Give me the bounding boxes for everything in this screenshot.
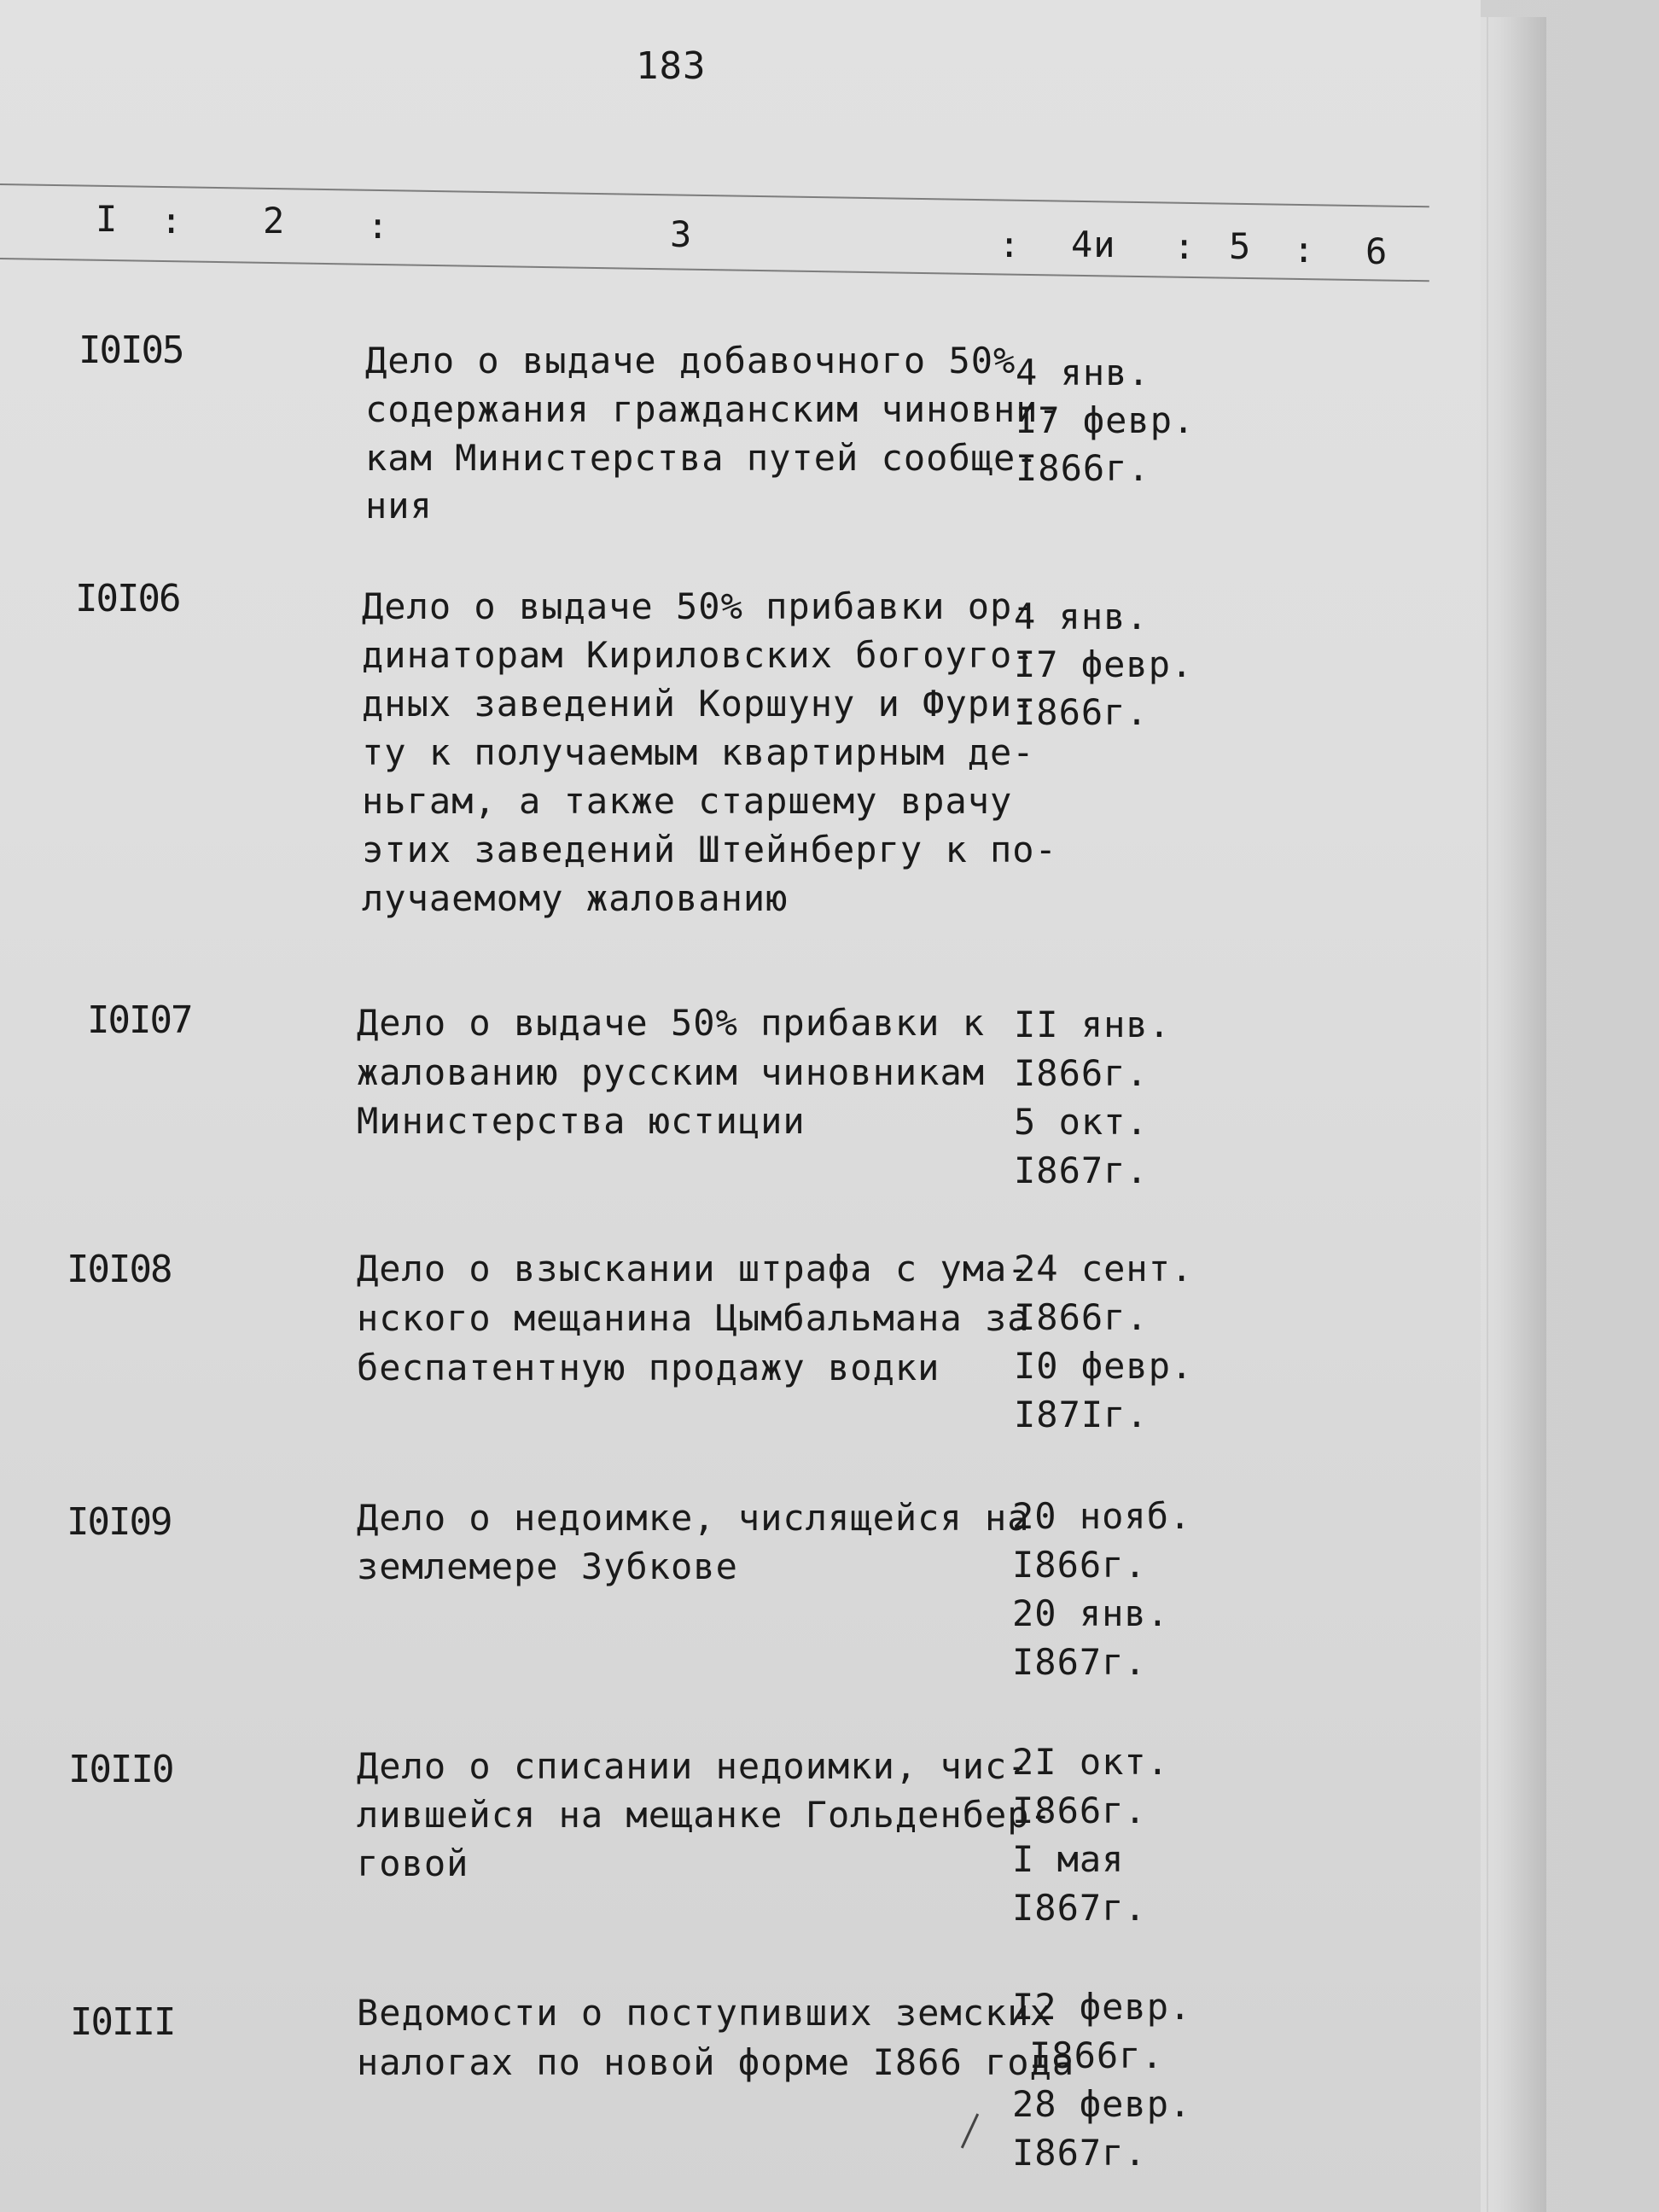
entry-description-line: лучаемому жалованию (362, 877, 789, 919)
column-separator: : (160, 200, 183, 242)
entry-description-line: Дело о списании недоимки, чис- (357, 1745, 1030, 1787)
entry-date-line: I867г. (1014, 1150, 1149, 1191)
entry-number: I0III (70, 2000, 175, 2044)
entry-description-line: землемере Зубкове (357, 1545, 738, 1587)
entry-description-line: беспатентную продажу водки (357, 1347, 940, 1388)
entry-date-line: I866г. (1029, 2034, 1164, 2076)
entry-date-line: I866г. (1012, 1790, 1147, 1831)
entry-description-line: дных заведений Коршуну и Фури- (362, 683, 1035, 725)
entry-description-line: жалованию русским чиновникам (357, 1051, 986, 1093)
entry-number: I0I08 (67, 1248, 172, 1291)
entry-date-line: I866г. (1016, 447, 1150, 489)
entry-date-line: I мая (1012, 1838, 1125, 1880)
entry-description-line: динаторам Кириловских богоуго- (362, 634, 1035, 676)
entry-date-line: 5 окт. (1014, 1101, 1149, 1143)
entry-date-line: I867г. (1012, 2132, 1147, 2174)
entry-date-line: 4 янв. (1016, 352, 1150, 393)
entry-description-line: кам Министерства путей сообще- (365, 437, 1039, 479)
pen-mark (961, 2113, 979, 2148)
column-2-label: 2 (263, 200, 286, 242)
entry-date-line: I867г. (1012, 1641, 1147, 1683)
column-1-label: I (96, 198, 119, 240)
entry-description-line: Ведомости о поступивших земских (357, 1992, 1052, 2034)
entry-date-line: 20 янв. (1012, 1592, 1170, 1634)
page-number: 183 (636, 44, 707, 88)
entry-date-line: I0 февр. (1014, 1345, 1194, 1387)
entry-number: I0II0 (68, 1748, 173, 1791)
column-separator: : (367, 205, 390, 247)
entry-date-line: I866г. (1014, 1052, 1149, 1094)
entry-description-line: Дело о недоимке, числящейся на (357, 1497, 1030, 1539)
entry-date-line: 28 февр. (1012, 2083, 1192, 2125)
entry-date-line: I866г. (1014, 691, 1149, 733)
entry-description-line: налогах по новой форме I866 года (357, 2041, 1075, 2083)
entry-description-line: Дело о выдаче 50% прибавки ор- (362, 585, 1035, 627)
entry-date-line: 2I окт. (1012, 1741, 1170, 1783)
entry-description-line: Дело о взыскании штрафа с ума- (357, 1248, 1030, 1289)
column-separator: : (998, 224, 1022, 265)
entry-date-line: I867г. (1012, 1887, 1147, 1929)
entry-date-line: 4 янв. (1014, 596, 1149, 637)
entry-description-line: нского мещанина Цымбальмана за (357, 1297, 1030, 1339)
entry-description-line: ньгам, а также старшему врачу (362, 780, 1013, 822)
column-6-label: 6 (1365, 230, 1388, 272)
entry-description-line: говой (357, 1842, 469, 1884)
entry-description-line: лившейся на мещанке Гольденбер- (357, 1794, 1052, 1836)
entry-date-line: I866г. (1012, 1544, 1147, 1586)
entry-date-line: 24 сент. (1014, 1248, 1194, 1289)
entry-date-line: I2 февр. (1012, 1986, 1192, 2028)
entry-date-line: I87Iг. (1014, 1394, 1149, 1435)
entry-number: I0I05 (79, 329, 183, 372)
header-rule-bottom (0, 258, 1429, 282)
header-rule-top (0, 183, 1429, 207)
entry-description-line: содержания гражданским чиновни- (365, 388, 1061, 430)
entry-number: I0I07 (87, 998, 192, 1042)
entry-number: I0I06 (75, 577, 180, 620)
entry-number: I0I09 (67, 1500, 172, 1544)
entry-description-line: ния (365, 485, 433, 527)
entry-description-line: ту к получаемым квартирным де- (362, 731, 1035, 773)
entry-date-line: I7 февр. (1016, 399, 1196, 441)
entry-description-line: этих заведений Штейнбергу к по- (362, 829, 1057, 870)
column-5-label: 5 (1229, 225, 1252, 267)
entry-date-line: I866г. (1014, 1296, 1149, 1338)
column-separator: : (1293, 229, 1316, 271)
entry-description-line: Министерства юстиции (357, 1100, 806, 1142)
entry-description-line: Дело о выдаче 50% прибавки к (357, 1002, 986, 1044)
column-3-label: 3 (670, 213, 693, 255)
column-separator: : (1173, 225, 1196, 267)
entry-date-line: I7 февр. (1014, 643, 1194, 685)
column-4-label: 4и (1071, 224, 1116, 265)
entry-date-line: II янв. (1014, 1004, 1172, 1045)
entry-description-line: Дело о выдаче добавочного 50% (365, 340, 1016, 381)
entry-date-line: 20 нояб. (1012, 1495, 1192, 1537)
